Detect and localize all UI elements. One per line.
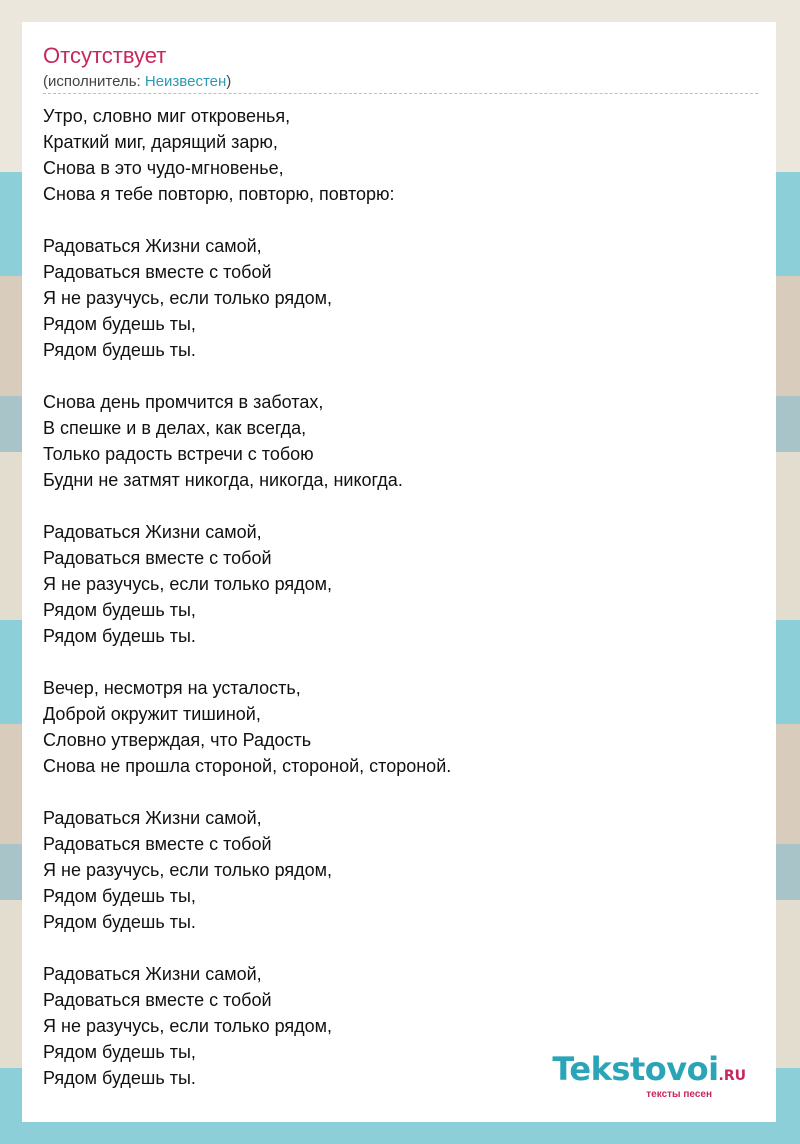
lyric-line: Снова в это чудо-мгновенье, <box>43 158 284 178</box>
lyric-line: Рядом будешь ты. <box>43 1068 196 1088</box>
lyric-line: Доброй окружит тишиной, <box>43 704 261 724</box>
chorus <box>43 233 758 363</box>
stanza-gap <box>43 935 758 961</box>
lyric-line: Вечер, несмотря на усталость, <box>43 678 301 698</box>
stanza <box>43 389 758 493</box>
logo-tagline: тексты песен <box>646 1089 712 1100</box>
lyric-line: Рядом будешь ты, <box>43 886 196 906</box>
lyric-line: Я не разучусь, если только рядом, <box>43 860 333 880</box>
lyric-line: Рядом будешь ты, <box>43 1042 196 1062</box>
lyric-line: В спешке и в делах, как всегда, <box>43 418 307 438</box>
lyric-line: Радоваться вместе с тобой <box>43 990 272 1010</box>
lyric-line: Радоваться вместе с тобой <box>43 834 272 854</box>
lyric-line: Словно утверждая, что Радость <box>43 730 312 750</box>
lyric-line: Я не разучусь, если только рядом, <box>43 1016 333 1036</box>
artist-link[interactable]: Неизвестен <box>144 73 227 90</box>
lyric-line: Радоваться Жизни самой, <box>43 964 262 984</box>
lyric-line: Краткий миг, дарящий зарю, <box>43 132 278 152</box>
lyric-line: Я не разучусь, если только рядом, <box>43 288 333 308</box>
stanza-gap <box>43 493 758 519</box>
lyric-line: Рядом будешь ты. <box>43 912 196 932</box>
lyric-line: Радоваться вместе с тобой <box>43 548 272 568</box>
lyric-line: Снова день промчится в заботах, <box>43 392 324 412</box>
stanza <box>43 675 758 779</box>
lyric-line: Снова не прошла стороной, стороной, стороной. <box>43 756 452 776</box>
lyric-line: Утро, словно миг откровенья, <box>43 106 291 126</box>
lyric-line: Рядом будешь ты. <box>43 340 196 360</box>
song-title: Отсутствует <box>43 43 167 68</box>
artist-line <box>43 73 231 91</box>
lyric-line: Рядом будешь ты, <box>43 314 196 334</box>
stanza-gap <box>43 207 758 233</box>
site-logo[interactable] <box>552 1052 746 1100</box>
lyric-line: Рядом будешь ты, <box>43 600 196 620</box>
lyric-line: Только радость встречи с тобою <box>43 444 314 464</box>
lyric-line: Радоваться Жизни самой, <box>43 522 262 542</box>
lyric-line: Будни не затмят никогда, никогда, никогда. <box>43 470 403 490</box>
logo-name: Tekstovoi <box>552 1050 719 1088</box>
lyric-line: Я не разучусь, если только рядом, <box>43 574 333 594</box>
stanza-gap <box>43 779 758 805</box>
title-divider <box>43 93 758 94</box>
chorus <box>43 805 758 935</box>
lyrics-sheet <box>22 22 776 1122</box>
stanza-gap <box>43 363 758 389</box>
logo-tld: .RU <box>718 1068 746 1084</box>
stanza-gap <box>43 649 758 675</box>
stanza <box>43 103 758 207</box>
lyric-line: Радоваться Жизни самой, <box>43 808 262 828</box>
chorus <box>43 519 758 649</box>
lyric-line: Радоваться вместе с тобой <box>43 262 272 282</box>
logo-wordmark <box>552 1052 746 1093</box>
artist-prefix: (исполнитель: <box>43 73 145 90</box>
artist-suffix: ) <box>226 73 232 90</box>
lyrics-body <box>43 103 758 1091</box>
lyric-line: Рядом будешь ты. <box>43 626 196 646</box>
lyric-line: Радоваться Жизни самой, <box>43 236 262 256</box>
lyric-line: Снова я тебе повторю, повторю, повторю: <box>43 184 395 204</box>
